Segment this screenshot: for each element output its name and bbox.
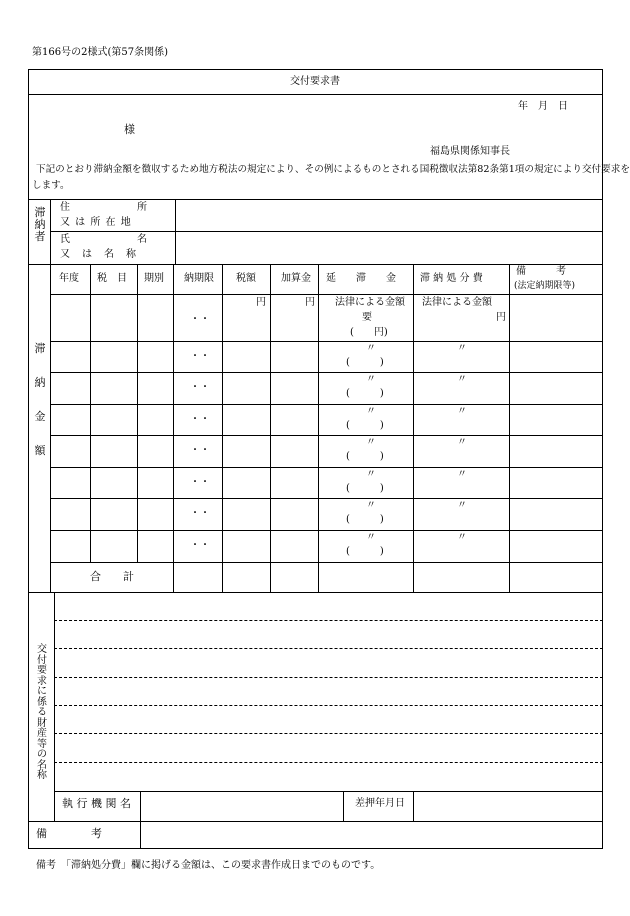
row7-paren: ( ) [346,514,384,525]
row2-due-dots: ・・ [190,351,210,362]
row3-paren: ( ) [346,388,384,399]
address-label-2: 又 は 所 在 地 [60,217,132,228]
executing-agency-label: 執 行 機 関 名 [62,797,131,810]
row1-disposition-line1: 法律による金額 [422,297,492,308]
form-frame [28,69,603,849]
row3-ditto-disposition: 〃 [457,374,467,385]
yen-tax: 円 [256,297,266,308]
row6-due-dots: ・・ [190,477,210,488]
row5-ditto-disposition: 〃 [457,437,467,448]
row5-paren: ( ) [346,451,384,462]
footnote: 備考 「滞納処分費」欄に掲げる金額は、この要求書作成日までのものです。 [36,860,381,871]
row8-paren: ( ) [346,546,384,557]
col-year: 年度 [59,273,79,284]
issuer: 福島県関係知事長 [430,146,510,157]
row8-due-dots: ・・ [190,540,210,551]
addressee-suffix: 様 [124,123,135,136]
date-line: 年 月 日 [518,101,568,112]
col-remarks-sub: (法定納期限等) [514,281,576,291]
col-delinquency: 延 滞 金 [326,273,396,284]
col-tax-amount: 税額 [236,273,256,284]
row6-ditto-delinquency: 〃 [366,469,376,480]
intro-text-line2: します。 [32,180,70,191]
col-tax-item: 税 目 [97,273,127,284]
row2-paren: ( ) [346,357,384,368]
row4-due-dots: ・・ [190,414,210,425]
seizure-date-label: 差押年月日 [355,798,405,809]
remarks-label: 備 考 [36,827,102,840]
yen-additional: 円 [305,297,315,308]
row8-ditto-delinquency: 〃 [366,532,376,543]
row7-due-dots: ・・ [190,508,210,519]
row7-ditto-disposition: 〃 [457,500,467,511]
row1-disposition-yen: 円 [496,312,506,323]
intro-text-line1: 下記のとおり滞納金額を徴収するため地方税法の規定により、その例によるものとされる国税徴収法第82条第1項の規定により交付要求を [36,164,630,175]
row3-ditto-delinquency: 〃 [366,374,376,385]
row4-paren: ( ) [346,420,384,431]
row4-ditto-disposition: 〃 [457,406,467,417]
col-disposition-cost: 滞 納 処 分 費 [420,273,483,284]
arrears-section-label: 滞納金額 [34,342,46,457]
total-label: 合 計 [90,570,134,583]
row2-ditto-disposition: 〃 [457,343,467,354]
row1-delinquency-line2: 要 [362,312,372,323]
col-additional-tax: 加算金 [281,273,311,284]
col-period: 期別 [144,273,164,284]
row7-ditto-delinquency: 〃 [366,500,376,511]
row6-paren: ( ) [346,483,384,494]
form-number: 第166号の2様式(第57条関係) [32,47,168,58]
name-label-2: 又 は 名 称 [60,249,137,260]
row1-due-dots: ・・ [190,314,210,325]
form-title: 交付要求書 [290,76,340,87]
row5-due-dots: ・・ [190,445,210,456]
col-remarks: 備 考 [516,266,566,277]
row6-ditto-disposition: 〃 [457,469,467,480]
row2-ditto-delinquency: 〃 [366,343,376,354]
row8-ditto-disposition: 〃 [457,532,467,543]
row1-delinquency-line3: ( 円) [350,327,388,338]
name-label-1: 氏 名 [60,234,148,245]
row5-ditto-delinquency: 〃 [366,437,376,448]
property-section-label: 交付要求に係る財産等の名称 [37,644,47,781]
row3-due-dots: ・・ [190,382,210,393]
taxpayer-section-label: 滞納者 [34,206,46,243]
row1-delinquency-line1: 法律による金額 [335,297,405,308]
row4-ditto-delinquency: 〃 [366,406,376,417]
address-label-1: 住 所 [60,202,148,213]
col-due-date: 納期限 [184,273,214,284]
